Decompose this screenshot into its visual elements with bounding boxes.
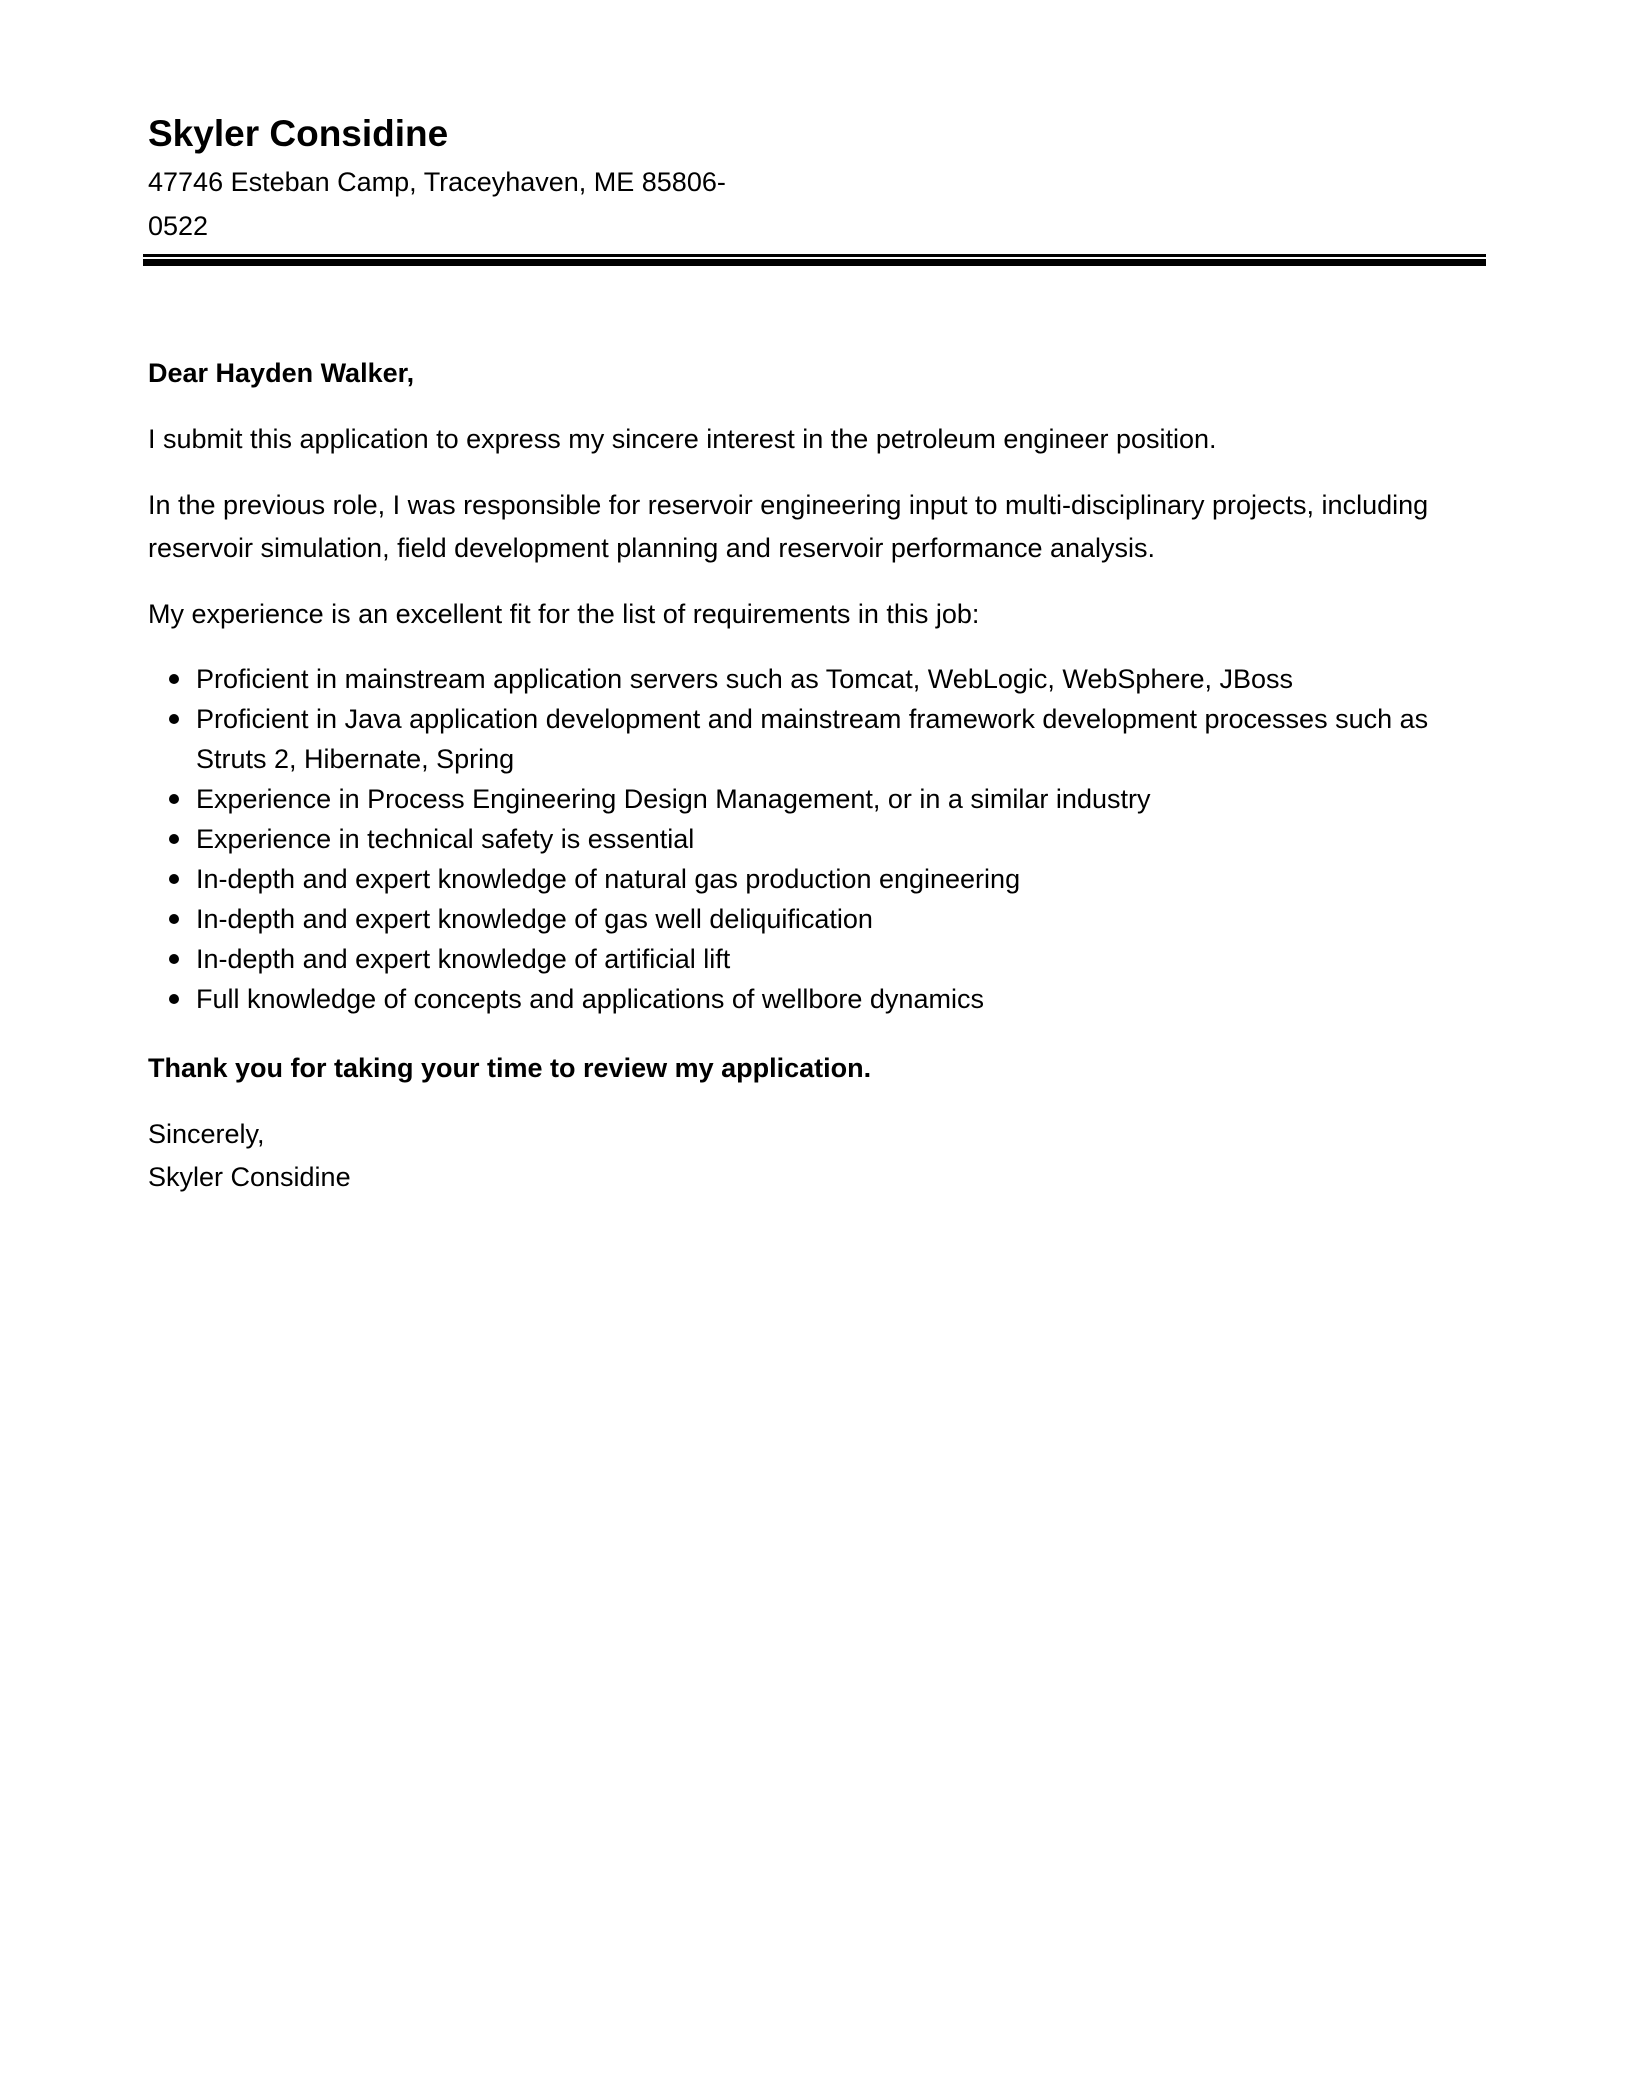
- list-item: [148, 979, 1488, 1019]
- bullet-icon: [169, 834, 179, 844]
- requirements-list: [148, 659, 1488, 1019]
- experience-paragraph: In the previous role, I was responsible for reservoir engineering input to multi-disciplinary projects, including reservoir simulation, field development planning and reservoir performance analysis.: [148, 490, 1429, 563]
- closing-line: Thank you for taking your time to review my application.: [148, 1053, 872, 1083]
- bullet-icon: [169, 714, 179, 724]
- header-divider-thick: [143, 259, 1486, 266]
- list-item: [148, 819, 1488, 859]
- bullet-icon: [169, 954, 179, 964]
- list-item-text: Experience in technical safety is essential: [196, 824, 695, 854]
- list-item-text: Full knowledge of concepts and applications of wellbore dynamics: [196, 984, 984, 1014]
- requirements-lead-paragraph: My experience is an excellent fit for the list of requirements in this job:: [148, 599, 980, 629]
- header-divider-thin: [143, 254, 1486, 257]
- bullet-icon: [169, 914, 179, 924]
- bullet-icon: [169, 994, 179, 1004]
- valediction: Sincerely,: [148, 1119, 265, 1149]
- sender-name: Skyler Considine: [148, 113, 449, 154]
- list-item-text: In-depth and expert knowledge of natural gas production engineering: [196, 864, 1021, 894]
- bullet-icon: [169, 874, 179, 884]
- signature-name: Skyler Considine: [148, 1162, 351, 1192]
- sender-address: 47746 Esteban Camp, Traceyhaven, ME 85806-0522: [148, 167, 726, 241]
- list-item-text: In-depth and expert knowledge of gas well deliquification: [196, 904, 873, 934]
- list-item: [148, 859, 1488, 899]
- list-item: [148, 659, 1488, 699]
- list-item: [148, 899, 1488, 939]
- list-item-text: Experience in Process Engineering Design Management, or in a similar industry: [196, 784, 1151, 814]
- salutation: Dear Hayden Walker,: [148, 358, 415, 388]
- list-item: [148, 699, 1488, 779]
- list-item-text: Proficient in mainstream application servers such as Tomcat, WebLogic, WebSphere, JBoss: [196, 664, 1294, 694]
- list-item-text: Proficient in Java application development and mainstream framework development processes such as Struts 2, Hibernate, Spring: [196, 704, 1429, 774]
- bullet-icon: [169, 794, 179, 804]
- list-item-text: In-depth and expert knowledge of artificial lift: [196, 944, 731, 974]
- intro-paragraph: I submit this application to express my sincere interest in the petroleum engineer position.: [148, 424, 1217, 454]
- list-item: [148, 939, 1488, 979]
- bullet-icon: [169, 674, 179, 684]
- letter-body: [148, 352, 1488, 1199]
- list-item: [148, 779, 1488, 819]
